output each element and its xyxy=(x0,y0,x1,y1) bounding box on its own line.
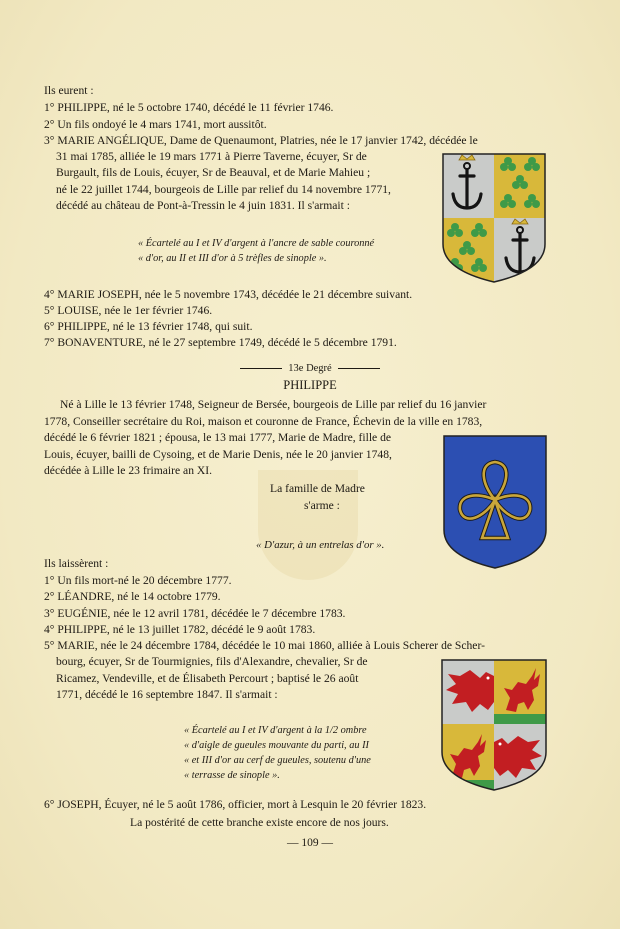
coat-of-arms-madre xyxy=(442,434,548,570)
blason-text: « terrasse de sinople ». xyxy=(184,770,280,781)
list-item: 2° Un fils ondoyé le 4 mars 1741, mort aussitôt. xyxy=(44,118,267,131)
text-line: 1771, décédé le 16 septembre 1847. Il s'armait : xyxy=(56,688,278,701)
blason-text: « Écartelé au I et IV d'argent à l'ancre de sable couronné xyxy=(138,238,375,249)
blason-text: « Écartelé au I et IV d'argent à la 1/2 ombre xyxy=(184,725,367,736)
text-line: décédée à Lille le 23 frimaire an XI. xyxy=(44,464,213,477)
list-item: 7° BONAVENTURE, né le 27 septembre 1749, décédé le 5 décembre 1791. xyxy=(44,336,397,349)
blason-text: « D'azur, à un entrelas d'or ». xyxy=(256,539,385,551)
list-item: 3° EUGÉNIE, née le 12 avril 1781, décédée le 7 décembre 1783. xyxy=(44,607,346,620)
list-item: 5° LOUISE, née le 1er février 1746. xyxy=(44,304,213,317)
list-item: 1° Un fils mort-né le 20 décembre 1777. xyxy=(44,574,232,587)
text-line: Burgault, fils de Louis, écuyer, Sr de Beauval, et de Marie Mahieu ; xyxy=(56,166,371,179)
degree-text: 13e Degré xyxy=(288,363,332,374)
blason-text: « et III d'or au cerf de gueules, soutenu d'une xyxy=(184,755,371,766)
list-item: 4° MARIE JOSEPH, née le 5 novembre 1743, décédée le 21 décembre suivant. xyxy=(44,288,413,301)
text-line: 1778, Conseiller secrétaire du Roi, maison et couronne de France, Échevin de la ville en 1783, xyxy=(44,415,483,428)
list-item: 4° PHILIPPE, né le 13 juillet 1782, décédé le 9 août 1783. xyxy=(44,623,316,636)
text-line: Louis, écuyer, bailli de Cysoing, et de Marie Denis, née le 20 janvier 1748, xyxy=(44,448,392,461)
degree-label xyxy=(0,363,620,374)
famille-text: La famille de Madre xyxy=(270,482,365,495)
list-item: 6° PHILIPPE, né le 13 février 1748, qui suit. xyxy=(44,320,253,333)
intro-text: Ils laissèrent : xyxy=(44,557,109,570)
intro-text: Ils eurent : xyxy=(44,84,94,97)
famille-text: s'arme : xyxy=(304,499,340,512)
text-line: décédé le 6 février 1821 ; épousa, le 13 mai 1777, Marie de Madre, fille de xyxy=(44,431,392,444)
list-item: 6° JOSEPH, Écuyer, né le 5 août 1786, officier, mort à Lesquin le 20 février 1823. xyxy=(44,798,427,811)
blason-text: « d'aigle de gueules mouvante du parti, au II xyxy=(184,740,369,751)
text-line: 31 mai 1785, alliée le 19 mars 1771 à Pierre Taverne, écuyer, Sr de xyxy=(56,150,367,163)
closing-text: La postérité de cette branche existe encore de nos jours. xyxy=(130,816,389,829)
text-line: né le 22 juillet 1744, bourgeois de Lille par relief du 14 novembre 1771, xyxy=(56,183,391,196)
blason-text: « d'or, au II et III d'or à 5 trèfles de sinople ». xyxy=(138,253,327,264)
coat-of-arms-scherer xyxy=(440,658,548,792)
page-number: — 109 — xyxy=(287,837,333,849)
text-line: Ricamez, Vendeville, et de Élisabeth Percourt ; baptisé le 26 août xyxy=(56,672,359,685)
list-item: 5° MARIE, née le 24 décembre 1784, décédée le 10 mai 1860, alliée à Louis Scherer de Scher- xyxy=(44,639,485,652)
text-line: décédé au château de Pont-à-Tressin le 4 juin 1831. Il s'armait : xyxy=(56,199,350,212)
coat-of-arms-taverne xyxy=(441,152,547,284)
text-line: bourg, écuyer, Sr de Tourmignies, fils d'Alexandre, chevalier, Sr de xyxy=(56,655,368,668)
list-item: 3° MARIE ANGÉLIQUE, Dame de Quenaumont, Platries, née le 17 janvier 1742, décédée le xyxy=(44,134,478,147)
list-item: 2° LÉANDRE, né le 14 octobre 1779. xyxy=(44,590,221,603)
list-item: 1° PHILIPPE, né le 5 octobre 1740, décédé le 11 février 1746. xyxy=(44,101,334,114)
text-line: Né à Lille le 13 février 1748, Seigneur de Bersée, bourgeois de Lille par relief du 16 janvier xyxy=(60,398,487,411)
section-heading: PHILIPPE xyxy=(283,378,337,392)
